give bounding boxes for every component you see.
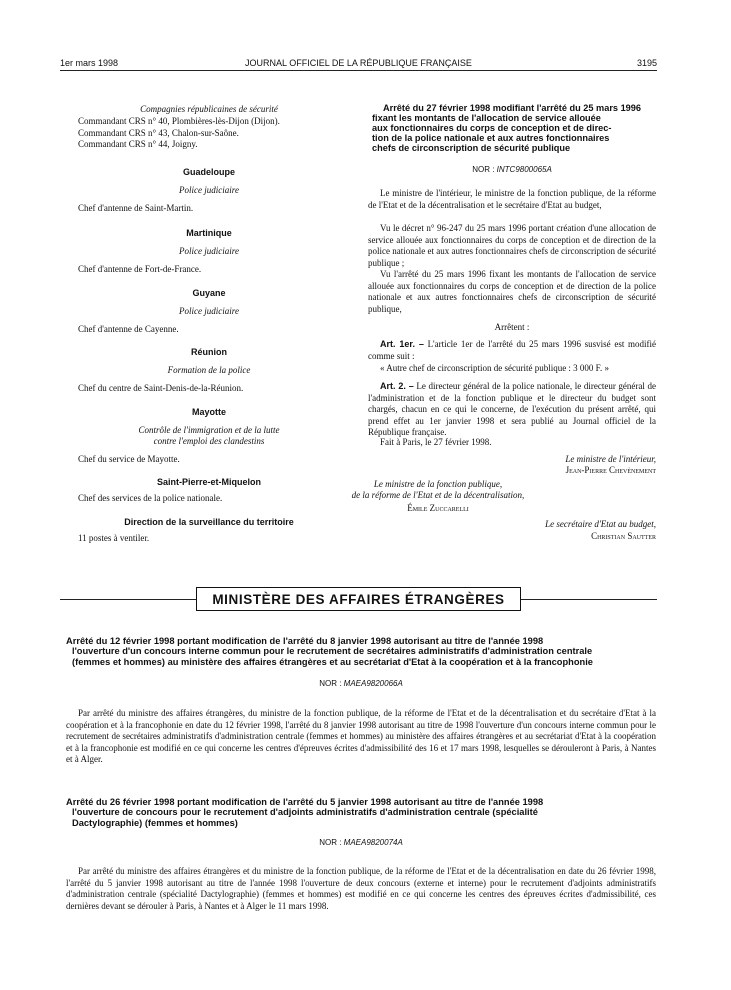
arrete-2-title-line: Arrêté du 12 février 1998 portant modification de l'arrêté du 8 janvier 1998 autorisant au titre de l'année 1998 <box>66 636 544 646</box>
section-title-guyane: Guyane <box>192 288 226 298</box>
signature-2-title-1: Le ministre de la fonction publique, <box>373 479 503 489</box>
arrete-1-para-3: Vu l'arrêté du 25 mars 1996 fixant les montants de l'allocation de service allouée aux fonctionnaires du corps de conception et de direction de la police nationale et aux autres fonctionnaires chefs de circonscription de sécurité publique, <box>368 269 656 314</box>
arrete-2-title-line: (femmes et hommes) au ministère des affaires étrangères et au secrétariat d'Etat à la coopération et à la francophonie <box>72 656 593 667</box>
article-label: Art. 1er. – <box>380 339 424 349</box>
arrete-1-title-line: Arrêté du 27 février 1998 modifiant l'arrêté du 25 mars 1996 <box>382 103 642 113</box>
article-text: L'article 1er de l'arrêté du 25 mars 1996 susvisé est modifié comme suit : <box>368 339 656 361</box>
section-title-martinique: Martinique <box>186 228 232 238</box>
crs-line: Commandant CRS n° 43, Chalon-sur-Saône. <box>78 127 239 138</box>
article-label: Art. 2. – <box>380 381 414 391</box>
arrete-2-nor <box>66 679 656 688</box>
arrete-2-body: Par arrêté du ministre des affaires étrangères, du ministre de la fonction publique, de la réforme de l'Etat et de la décentralisation et du secrétaire d'Etat à la coopération et à la francophonie en date du 12 février 1998, l'arrêté du 8 janvier 1998 autorisant au titre de 1998 l'ouverture d'un concours interne commun pour le recrutement de secrétaires administratifs d'administration centrale (femmes et hommes) au ministère des affaires étrangères et au secrétariat d'Etat à la coopération et à la francophonie est modifié en ce qui concerne les centres d'épreuves écrites d'admissibilité des 16 et 17 mars 1998, lesquelles se dérouleront à Paris, à Nantes et à Alger. <box>66 708 656 764</box>
section-sub-martinique: Police judiciaire <box>179 246 239 256</box>
crs-line: Commandant CRS n° 44, Joigny. <box>78 139 198 149</box>
section-title-spm: Saint-Pierre-et-Miquelon <box>156 477 261 487</box>
header-date: 1er mars 1998 <box>60 58 119 68</box>
ministry-heading: MINISTÈRE DES AFFAIRES ÉTRANGÈRES <box>212 591 505 607</box>
article-text: Le directeur général de la police nationale, le directeur général de l'administration et de la fonction publique et le directeur du budget sont chargés, chacun en ce qui le concerne, de l'exécution du présent arrêté, qui prend effet au 1er janvier 1998 et sera publié au Journal officiel de la République française. <box>368 381 657 437</box>
arrete-1-article-1 <box>368 339 656 362</box>
arrete-1-nor <box>368 164 656 176</box>
section-line-martinique: Chef d'antenne de Fort-de-France. <box>78 264 202 274</box>
arrete-1-para-2: Vu le décret n° 96-247 du 25 mars 1996 portant création d'une allocation de service allouée aux fonctionnaires du corps de conception et de direction de la police nationale et aux autres fonctionnaires chefs de circonscription de sécurité publique ; <box>368 223 656 268</box>
section-title-reunion: Réunion <box>191 347 227 357</box>
crs-heading: Compagnies républicaines de sécurité <box>140 104 278 114</box>
arrete-2-title-line: l'ouverture d'un concours interne commun pour le recrutement de secrétaires administratifs d'administration centrale <box>72 646 593 657</box>
arrete-1-article-1-quote: « Autre chef de circonscription de sécurité publique : 3 000 F. » <box>380 363 609 373</box>
section-sub-mayotte-2: contre l'emploi des clandestins <box>153 436 265 446</box>
section-line-guadeloupe: Chef d'antenne de Saint-Martin. <box>78 203 194 213</box>
arrete-3-title-line: Arrêté du 26 février 1998 portant modification de l'arrêté du 5 janvier 1998 autorisant au titre de l'année 1998 <box>66 797 544 807</box>
arrete-3-title-line: l'ouverture de concours pour le recrutement d'adjoints administratifs d'administration centrale (spécialité <box>72 807 538 818</box>
section-sub-guyane: Police judiciaire <box>179 306 239 316</box>
arrete-1-fait: Fait à Paris, le 27 février 1998. <box>380 437 492 447</box>
section-line-dst: 11 postes à ventiler. <box>78 533 150 543</box>
header-page-number: 3195 <box>636 58 657 68</box>
nor-code: INTC9800065A <box>496 165 552 174</box>
arrete-1-article-2 <box>368 381 656 439</box>
section-title-mayotte: Mayotte <box>191 407 226 417</box>
header-journal-title: JOURNAL OFFICIEL DE LA RÉPUBLIQUE FRANÇAISE <box>245 58 472 68</box>
signature-1-title: Le ministre de l'intérieur, <box>565 454 656 464</box>
arrete-2-title <box>66 636 656 667</box>
signature-2-title-2: de la réforme de l'Etat et de la décentralisation, <box>351 490 525 500</box>
section-title-dst: Direction de la surveillance du territoire <box>124 517 294 527</box>
crs-line: Commandant CRS n° 40, Plombières-lès-Dijon (Dijon). <box>78 116 280 126</box>
signature-2-name: Émile Zuccarelli <box>407 503 469 513</box>
arrete-3-nor <box>66 838 656 847</box>
header-rule <box>60 70 657 71</box>
arrete-1-title-line: chefs de circonscription de sécurité publique <box>372 143 571 153</box>
arrete-3-title <box>66 797 656 828</box>
section-title-guadeloupe: Guadeloupe <box>182 167 235 177</box>
signature-3-name: Christian Sautter <box>591 531 656 541</box>
ministry-heading-box <box>196 587 521 611</box>
arrete-3-title-line: Dactylographie) (femmes et hommes) <box>72 817 238 828</box>
arrete-1-arretent: Arrêtent : <box>494 322 530 332</box>
arrete-1-title-line: aux fonctionnaires du corps de conception et de direc- <box>372 123 612 133</box>
section-sub-guadeloupe: Police judiciaire <box>179 185 239 195</box>
section-line-mayotte: Chef du service de Mayotte. <box>78 454 180 464</box>
nor-label: NOR : <box>319 679 342 688</box>
crs-list <box>78 116 340 151</box>
arrete-1-para-1: Le ministre de l'intérieur, le ministre de la fonction publique, de la réforme de l'Etat et de la décentralisation et le secrétaire d'Etat au budget, <box>368 188 656 210</box>
nor-label: NOR : <box>319 838 342 847</box>
arrete-1-title <box>368 103 656 153</box>
nor-code: MAEA9820074A <box>343 838 403 847</box>
section-line-guyane: Chef d'antenne de Cayenne. <box>78 324 179 334</box>
section-line-spm: Chef des services de la police nationale. <box>78 493 223 503</box>
signature-3-title: Le secrétaire d'Etat au budget, <box>545 519 656 529</box>
signature-1-name: Jean-Pierre Chevènement <box>565 465 656 475</box>
nor-label: NOR : <box>472 165 495 174</box>
arrete-1-title-line: tion de la police nationale et aux autres fonctionnaires <box>372 133 610 143</box>
section-sub-reunion: Formation de la police <box>167 365 251 375</box>
section-line-reunion: Chef du centre de Saint-Denis-de-la-Réunion. <box>78 383 244 393</box>
arrete-1-title-line: fixant les montants de l'allocation de service allouée <box>372 113 601 123</box>
nor-code: MAEA9820066A <box>343 679 403 688</box>
arrete-3-body: Par arrêté du ministre des affaires étrangères et du ministre de la fonction publique, de la réforme de l'Etat et de la décentralisation en date du 26 février 1998, l'arrêté du 5 janvier 1998 autorisant au titre de l'année 1998 l'ouverture de deux concours (externe et interne) pour le recrutement d'adjoints administratifs d'administration centrale (spécialité Dactylographie) (femmes et hommes) est modifié en ce qui concerne les centres des épreuves écrites d'admissibilité, ces dernières devant se dérouler à Paris, à Nantes et à Alger le 11 mars 1998. <box>66 866 656 911</box>
section-sub-mayotte-1: Contrôle de l'immigration et de la lutte <box>138 425 280 435</box>
